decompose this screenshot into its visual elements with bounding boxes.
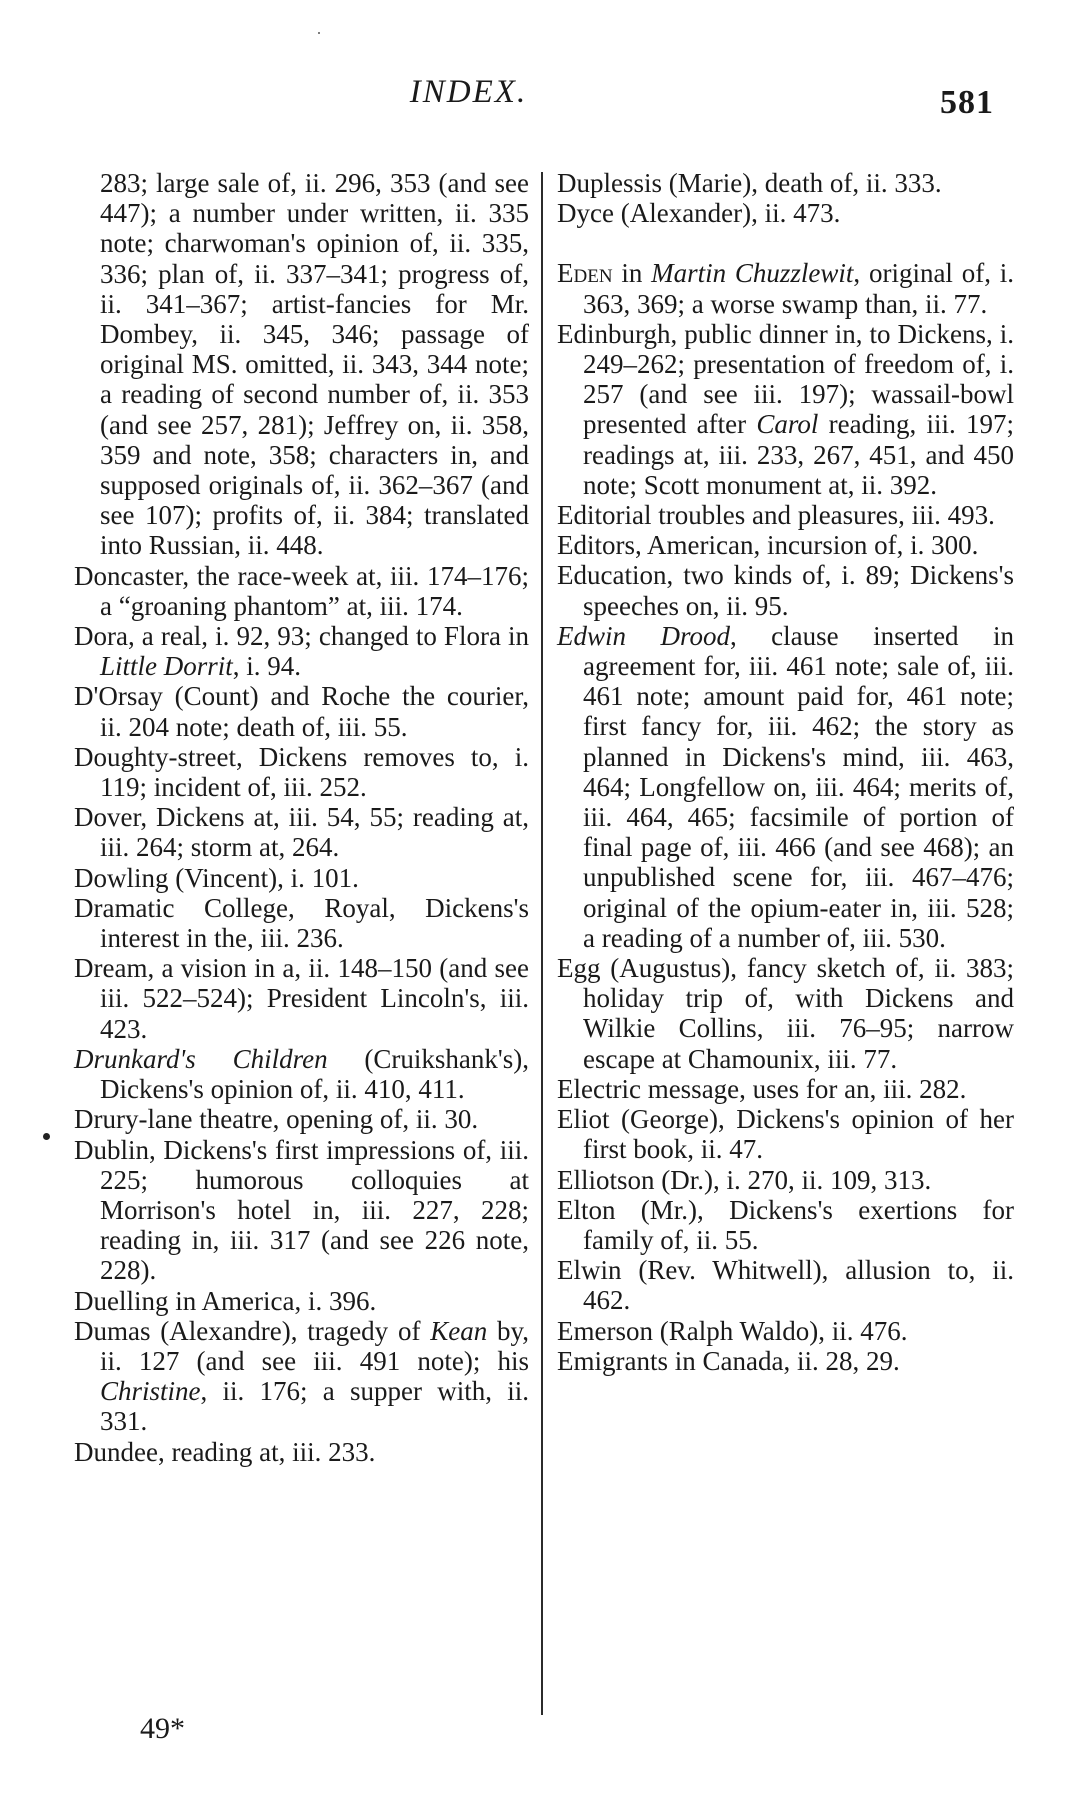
index-entry [557, 1165, 1014, 1195]
index-entry [74, 1104, 529, 1134]
entry-text: Dundee, reading at, iii. 233. [74, 1436, 376, 1467]
entry-text: D'Orsay (Count) and Roche the courier, ii. 204 note; death of, iii. 55. [74, 681, 529, 742]
index-entry [557, 953, 1014, 1074]
index-entry [74, 1135, 529, 1286]
index-entry [557, 621, 1014, 953]
index-entry [557, 1346, 1014, 1376]
entry-text: , original of, i. 363, 369; a worse swamp than, ii. 77. [583, 258, 1014, 319]
running-title: INDEX. [409, 74, 528, 110]
index-entry [557, 530, 1014, 560]
margin-bullet [43, 1133, 50, 1140]
index-entry [74, 802, 529, 862]
entry-text: Doncaster, the race-week at, iii. 174–176; a “groaning phantom” at, iii. 174. [74, 560, 529, 621]
entry-italic-title: Little Dorrit [100, 651, 233, 682]
entry-gap [557, 228, 1014, 258]
entry-text: Drury-lane theatre, opening of, ii. 30. [74, 1104, 479, 1135]
entry-text: Dublin, Dickens's first impressions of, iii. 225; humorous colloquies at Morrison's hotel in, iii. 227, 228; reading in, iii. 317 (and see 226 note, 228). [74, 1134, 529, 1286]
entry-italic-title: Kean [430, 1315, 488, 1346]
index-entry [74, 561, 529, 621]
index-entry [557, 560, 1014, 620]
entry-text: Dover, Dickens at, iii. 54, 55; reading at, iii. 264; storm at, 264. [74, 802, 529, 863]
entry-text: Duplessis (Marie), death of, ii. 333. [557, 168, 942, 198]
index-entry [74, 681, 529, 741]
entry-italic-title: Edwin Drood [557, 620, 730, 651]
entry-text: by, ii. 127 (and see iii. 491 note); his [100, 1315, 529, 1376]
index-entry [74, 953, 529, 1044]
right-column [557, 168, 1014, 1376]
entry-text: Egg (Augustus), fancy sketch of, ii. 383; holiday trip of, with Dickens and Wilkie Collins, iii. 76–95; narrow escape at Chamounix, iii. 77. [557, 953, 1014, 1074]
entry-text: Dramatic College, Royal, Dickens's interest in the, iii. 236. [74, 892, 529, 954]
entry-text: in [612, 258, 652, 289]
entry-text: , ii. 176; a supper with, ii. 331. [100, 1376, 529, 1437]
entry-text: 283; large sale of, ii. 296, 353 (and see 447); a number under written, ii. 335 note; charwoman's opinion of, ii. 335, 336; plan of, ii. 337–341; progress of, ii. 341–367; artist-fancies for Mr. Dombey, ii. 345, 346; passage of original MS. omitted, ii. 343, 344 note; a reading of second number of, ii. 353 (and see 257, 281); Jeffrey on, ii. 358, 359 and note, 358; characters in, and supposed originals of, ii. 362–367 (and see 107); profits of, ii. 384; translated into Russian, ii. 448. [100, 168, 529, 561]
entry-text: Dyce (Alexander), ii. 473. [557, 198, 841, 229]
left-column [74, 168, 529, 1467]
entry-text: Elton (Mr.), Dickens's exertions for family of, ii. 55. [557, 1194, 1014, 1255]
page-number: 581 [940, 84, 994, 121]
entry-text: Emerson (Ralph Waldo), ii. 476. [557, 1315, 908, 1346]
entry-text: (Cruikshank's), Dickens's opinion of, ii. 410, 411. [100, 1043, 529, 1105]
index-entry [557, 1255, 1014, 1315]
index-entry [557, 1074, 1014, 1104]
index-entry [557, 1195, 1014, 1255]
signature-mark: 49* [140, 1712, 185, 1745]
index-entry [74, 1286, 529, 1316]
index-entry [557, 319, 1014, 500]
entry-italic-title: Christine [100, 1376, 201, 1407]
index-entry [74, 742, 529, 802]
entry-text: Education, two kinds of, i. 89; Dickens's speeches on, ii. 95. [557, 560, 1014, 621]
entry-text: Elwin (Rev. Whitwell), allusion to, ii. 462. [557, 1255, 1014, 1316]
entry-italic-title: Martin Chuzzlewit [651, 258, 854, 289]
index-entry [74, 1437, 529, 1467]
index-entry [557, 1104, 1014, 1164]
entry-text: , clause inserted in agreement for, iii. 461 note; sale of, iii. 461 note; amount paid for, 461 note; first fancy for, iii. 462; the story as planned in Dickens's mind, iii. 463, 464; Longfellow on, iii. 464; merits of, iii. 464, 465; facsimile of portion of final page of, iii. 466 (and see 468); an unpublished scene for, iii. 467–476; original of the opium-eater in, iii. 528; a reading of a number of, iii. 530. [583, 620, 1014, 953]
index-entry [74, 893, 529, 953]
entry-text: Eliot (George), Dickens's opinion of her first book, ii. 47. [557, 1104, 1014, 1165]
index-entry [74, 1316, 529, 1437]
entry-text: Dream, a vision in a, ii. 148–150 (and see iii. 522–524); President Lincoln's, iii. 423. [74, 953, 529, 1044]
index-entry [557, 500, 1014, 530]
index-entry [557, 168, 1014, 198]
column-divider [541, 172, 543, 1715]
index-entry [74, 863, 529, 893]
index-entry [557, 1316, 1014, 1346]
entry-text: , i. 94. [232, 651, 302, 682]
ink-dot [318, 32, 320, 34]
entry-text: Emigrants in Canada, ii. 28, 29. [557, 1345, 900, 1376]
index-entry [557, 198, 1014, 228]
entry-text: Electric message, uses for an, iii. 282. [557, 1073, 967, 1104]
entry-italic-title: Drunkard's Children [74, 1043, 328, 1074]
entry-text: Dumas (Alexandre), tragedy of [74, 1315, 431, 1346]
entry-text: reading, iii. 197; readings at, iii. 233, 267, 451, and 450 note; Scott monument at, ii. 392. [583, 409, 1015, 500]
entry-italic-title: Carol [756, 409, 819, 440]
entry-text: Edinburgh, public dinner in, to Dickens, i. 249–262; presentation of freedom of, i. 257 (and see iii. 197); wassail-bowl presented after [557, 318, 1014, 440]
entry-text: Editors, American, incursion of, i. 300. [557, 530, 979, 561]
index-entry [74, 1044, 529, 1104]
entry-text: Duelling in America, i. 396. [74, 1285, 377, 1316]
entry-text: Doughty-street, Dickens removes to, i. 119; incident of, iii. 252. [74, 741, 529, 803]
index-entry [557, 258, 1014, 318]
entry-smallcaps: Eden [557, 258, 613, 289]
entry-text: Elliotson (Dr.), i. 270, ii. 109, 313. [557, 1164, 932, 1195]
entry-text: Dowling (Vincent), i. 101. [74, 862, 359, 893]
index-entry [74, 168, 529, 561]
entry-text: Dora, a real, i. 92, 93; changed to Flora in [74, 621, 529, 652]
index-entry [74, 621, 529, 681]
entry-text: Editorial troubles and pleasures, iii. 493. [557, 500, 995, 531]
